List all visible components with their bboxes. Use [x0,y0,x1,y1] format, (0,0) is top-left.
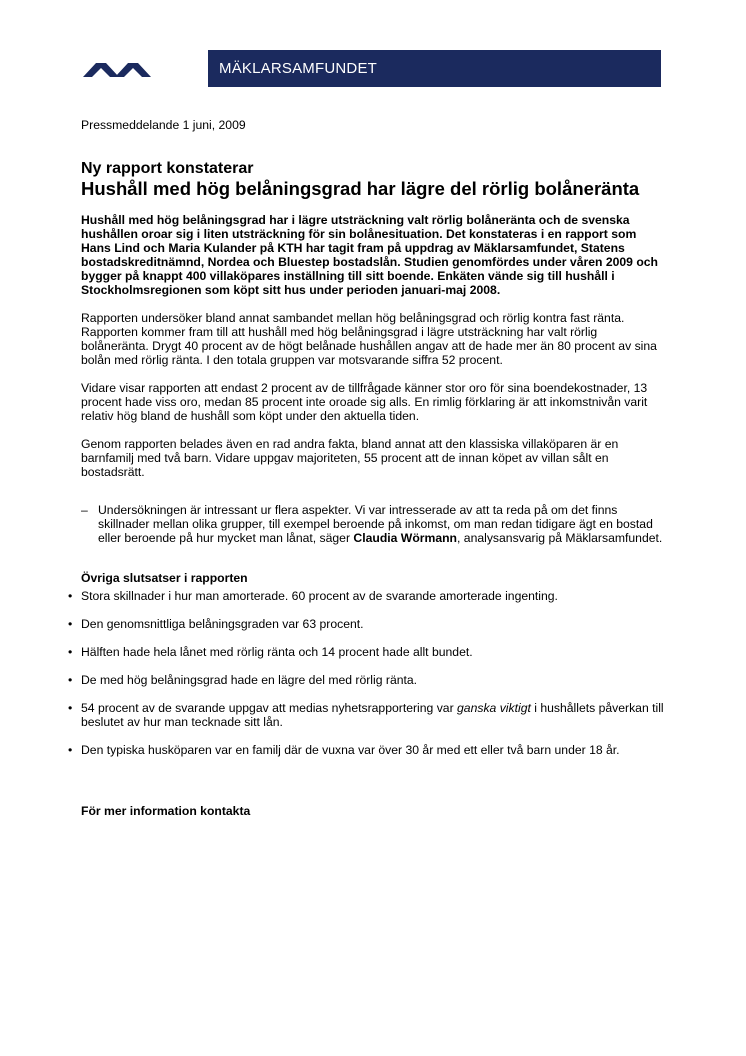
list-item-text: Hälften hade hela lånet med rörlig ränta och 14 procent hade allt bundet. [81,645,473,659]
lead-paragraph: Hushåll med hög belåningsgrad har i lägre utsträckning valt rörlig bolåneränta och de svenska hushållen oroar sig i liten utsträckning för sin bolånesituation. Det konstateras i en rapport som Hans Lind och Maria Kulander på KTH har tagit fram på uppdrag av Mäklarsamfundet, Statens bostadskreditnämnd, Nordea och Bluestep bostadslån. Studien genomfördes under våren 2009 och bygger på knappt 400 villaköpares inställning till sitt boende. Enkäten vände sig till hushåll i Stockholmsregionen som köpt sitt hus under perioden januari-maj 2008. [81,213,658,297]
list-item [68,589,665,603]
quote-speaker: Claudia Wörmann [353,531,458,545]
quote-text: Undersökningen är intressant ur flera aspekter. Vi var intresserade av att ta reda på om det finns skillnader mellan olika grupper, till exempel beroende på inkomst, om man redan tidigare ägt en bostad eller beroende på hur mycket man lånat, säger [98,503,653,545]
bullet-icon: • [68,743,73,757]
date-line: Pressmeddelande 1 juni, 2009 [81,118,246,132]
conclusions-list [68,589,665,757]
list-item [68,743,665,757]
list-item [68,673,665,687]
contact-heading: För mer information kontakta [81,804,251,818]
list-item [68,617,665,631]
org-name: MÄKLARSAMFUNDET [219,60,378,77]
quote-paragraph [81,503,665,545]
paragraph-2: Vidare visar rapporten att endast 2 procent av de tillfrågade känner stor oro för sina boendekostnader, 13 procent hade viss oro, medan 85 procent inte oroade sig alls. En rimlig förklaring är att inkomstnivån varit relativ hög bland de hushåll som köpt under den aktuella tiden. [81,381,648,423]
list-item-text: Den genomsnittliga belåningsgraden var 63 procent. [81,617,364,631]
quote-dash: – [81,503,88,517]
bullet-icon: • [68,673,73,687]
paragraph-1: Rapporten undersöker bland annat sambandet mellan hög belåningsgrad och rörlig kontra fast ränta. Rapporten kommer fram till att hushåll med hög belåningsgrad i lägre utsträckning har valt rörlig bolåneränta. Drygt 40 procent av de högt belånade hushållen angav att de hade mer än 80 procent av sina bolån med rörlig ränta. I den totala gruppen var motsvarande siffra 52 procent. [81,311,657,367]
list-item-text: De med hög belåningsgrad hade en lägre del med rörlig ränta. [81,673,418,687]
list-item-text: Stora skillnader i hur man amorterade. 60 procent av de svarande amorterade ingenting. [81,589,558,603]
list-item-text: Den typiska husköparen var en familj där de vuxna var över 30 år med ett eller två barn under 18 år. [81,743,620,757]
press-release [68,118,665,818]
conclusions-heading: Övriga slutsatser i rapporten [81,571,248,585]
list-item [68,701,665,729]
list-item-text: 54 procent av de svarande uppgav att medias nyhetsrapportering var [81,701,458,715]
list-item [68,645,665,659]
paragraph-3: Genom rapporten belades även en rad andra fakta, bland annat att den klassiska villaköparen är en barnfamilj med två barn. Vidare uppgav majoriteten, 55 procent att de innan köpet av villan sålt en bostadsrätt. [81,437,619,479]
page-title: Hushåll med hög belåningsgrad har lägre del rörlig bolåneränta [81,178,640,199]
header-banner [208,50,661,87]
bullet-icon: • [68,645,73,659]
list-item-emphasis: ganska viktigt [457,701,531,715]
maklarsamfundet-logo-icon [83,63,151,77]
list-item-text: i hushållets påverkan till beslutet av hur man tecknade sitt lån. [81,701,664,729]
bullet-icon: • [68,701,73,715]
quote-tail: , analysansvarig på Mäklarsamfundet. [457,531,663,545]
bullet-icon: • [68,589,73,603]
subtitle: Ny rapport konstaterar [81,160,254,177]
bullet-icon: • [68,617,73,631]
